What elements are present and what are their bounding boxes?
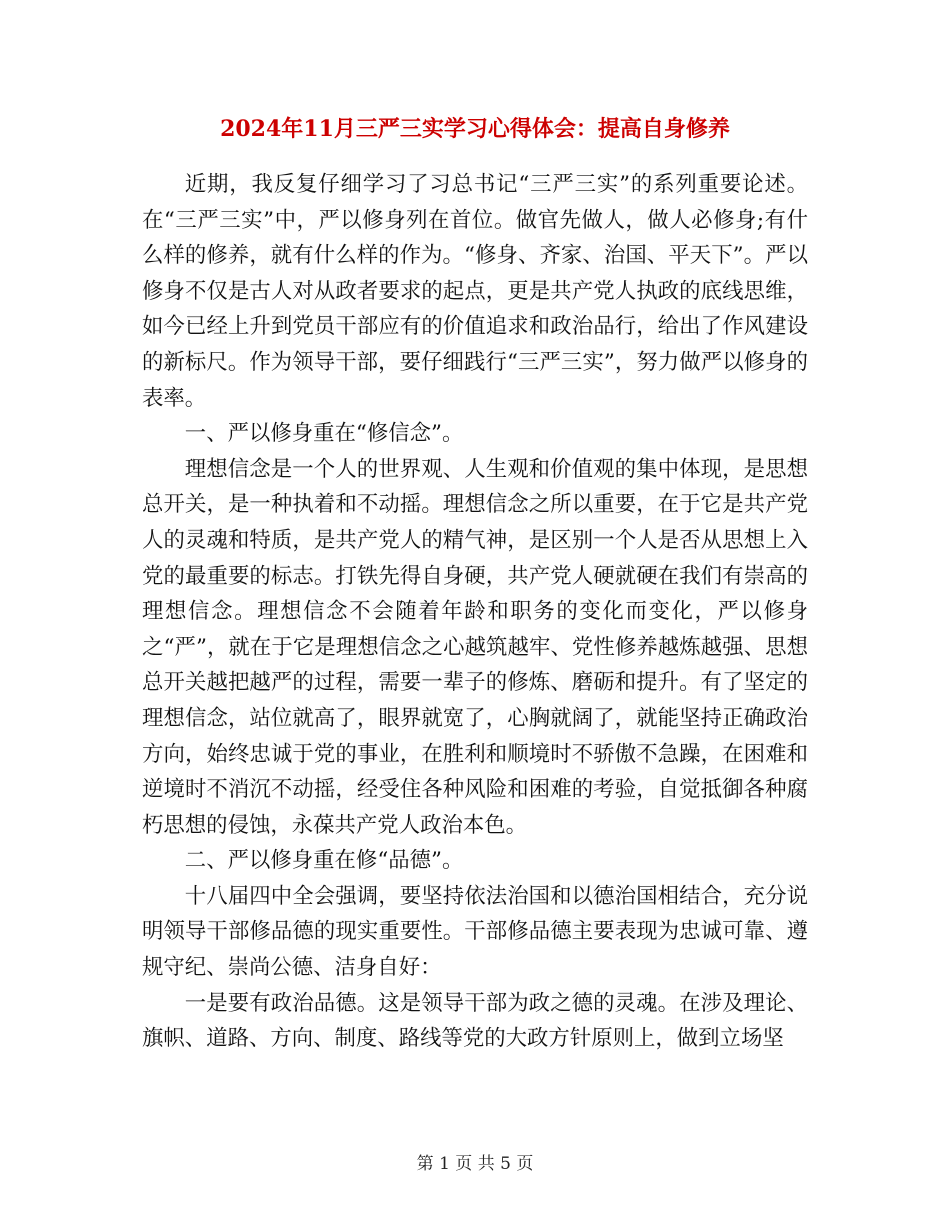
page-footer: 第 1 页 共 5 页 bbox=[416, 1154, 534, 1174]
document-title: 2024年11月三严三实学习心得体会：提高自身修养 bbox=[220, 116, 730, 142]
paragraph-political-virtue: 一是要有政治品德。这是领导干部为政之德的灵魂。在涉及理论、旗帜、道路、方向、制度、路线等党的大政方针原则上，做到立场坚 bbox=[142, 990, 808, 1052]
paragraph-section-2: 十八届四中全会强调，要坚持依法治国和以德治国相结合，充分说明领导干部修品德的现实重要性。干部修品德主要表现为忠诚可靠、遵规守纪、崇尚公德、洁身自好： bbox=[142, 883, 808, 981]
section-heading-1: 一、严以修身重在“修信念”。 bbox=[184, 421, 464, 447]
paragraph-section-1: 理想信念是一个人的世界观、人生观和价值观的集中体现，是思想总开关，是一种执着和不动摇。理想信念之所以重要，在于它是共产党人的灵魂和特质，是共产党人的精气神，是区别一个人是否从思想上入党的最重要的标志。打铁先得自身硬，共产党人硬就硬在我们有崇高的理想信念。理想信念不会随着年龄和职务的变化而变化，严以修身之“严”，就在于它是理想信念之心越筑越牢、党性修养越炼越强、思想总开关越把越严的过程，需要一辈子的修炼、磨砺和提升。有了坚定的理想信念，站位就高了，眼界就宽了，心胸就阔了，就能坚持正确政治方向，始终忠诚于党的事业，在胜利和顺境时不骄傲不急躁，在困难和逆境时不消沉不动摇，经受住各种风险和困难的考验，自觉抵御各种腐朽思想的侵蚀，永葆共产党人政治本色。 bbox=[142, 456, 808, 838]
section-heading-2: 二、严以修身重在修“品德”。 bbox=[184, 848, 464, 874]
document-body bbox=[142, 167, 808, 1057]
paragraph-intro: 近期，我反复仔细学习了习总书记“三严三实”的系列重要论述。在“三严三实”中，严以修身列在首位。做官先做人，做人必修身;有什么样的修养，就有什么样的作为。“修身、齐家、治国、平天下”。严以修身不仅是古人对从政者要求的起点，更是共产党人执政的底线思维，如今已经上升到党员干部应有的价值追求和政治品行，给出了作风建设的新标尺。作为领导干部，要仔细践行“三严三实”，努力做严以修身的表率。 bbox=[142, 172, 808, 411]
